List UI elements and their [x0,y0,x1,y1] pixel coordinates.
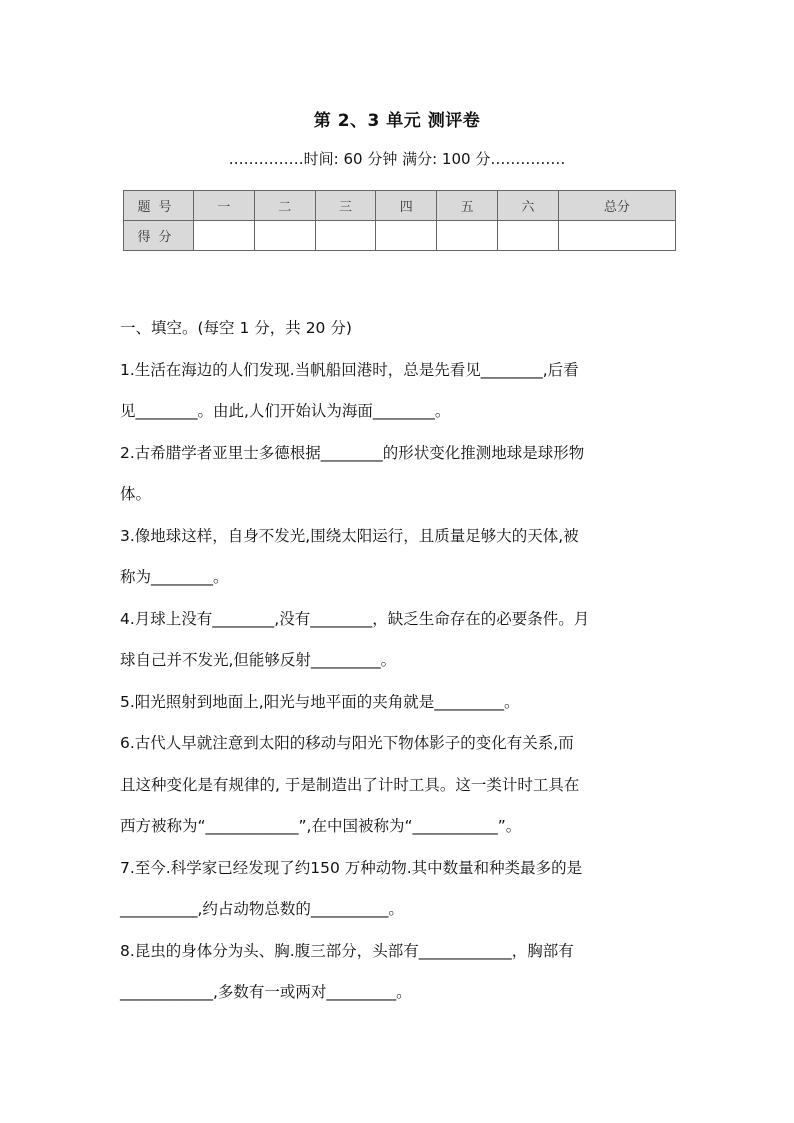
score-table [123,190,676,251]
page-title: 第 2、3 单元 测评卷 [313,111,481,131]
question-3-line-2: 称为________。 [120,568,229,586]
question-6-line-2: 且这种变化是有规律的, 于是制造出了计时工具。这一类计时工具在 [120,775,580,794]
column-5: 五 [437,191,498,221]
score-cell-3[interactable] [315,221,376,251]
exam-info: ……………时间: 60 分钟 满分: 100 分…………… [228,150,566,168]
question-4-line-1: 4.月球上没有________,没有________，缺乏生命存在的必要条件。月 [120,609,590,628]
score-cell-6[interactable] [497,221,558,251]
score-cell-1[interactable] [194,221,255,251]
question-1-line-2: 见________。由此,人们开始认为海面________。 [120,402,451,420]
section-heading: 一、填空。(每空 1 分，共 20 分) [120,319,352,337]
column-total: 总分 [558,191,675,221]
question-number-label: 题号 [124,191,194,221]
question-7-line-2: __________,约占动物总数的__________。 [120,900,404,918]
question-4-line-2: 球自己并不发光,但能够反射_________。 [120,651,397,669]
question-2-line-1: 2.古希腊学者亚里士多德根据________的形状变化推测地球是球形物 [120,443,585,462]
score-table-score-row [124,221,676,251]
question-7-line-1: 7.至今.科学家已经发现了约150 万种动物.其中数量和种类最多的是 [120,858,583,877]
question-1-line-1: 1.生活在海边的人们发现.当帆船回港时，总是先看见________,后看 [120,360,579,379]
question-2-line-2: 体。 [120,485,152,503]
question-8-line-1: 8.昆虫的身体分为头、胸.腹三部分，头部有____________，胸部有 [120,941,574,960]
question-5-line-1: 5.阳光照射到地面上,阳光与地平面的夹角就是_________。 [120,692,520,711]
score-cell-4[interactable] [376,221,437,251]
question-6-line-3: 西方被称为“____________”,在中国被称为“___________”。 [120,817,522,835]
score-cell-2[interactable] [254,221,315,251]
question-6-line-1: 6.古代人早就注意到太阳的移动与阳光下物体影子的变化有关系,而 [120,734,574,752]
column-3: 三 [315,191,376,221]
column-6: 六 [497,191,558,221]
score-cell-5[interactable] [437,221,498,251]
column-2: 二 [254,191,315,221]
score-label: 得分 [124,221,194,251]
score-cell-total[interactable] [558,221,675,251]
question-8-line-2: ____________,多数有一或两对_________。 [120,983,412,1001]
column-4: 四 [376,191,437,221]
fill-in-section [120,308,680,1014]
column-1: 一 [194,191,255,221]
score-table-header-row [124,191,676,221]
question-3-line-1: 3.像地球这样，自身不发光,围绕太阳运行，且质量足够大的天体,被 [120,526,579,545]
